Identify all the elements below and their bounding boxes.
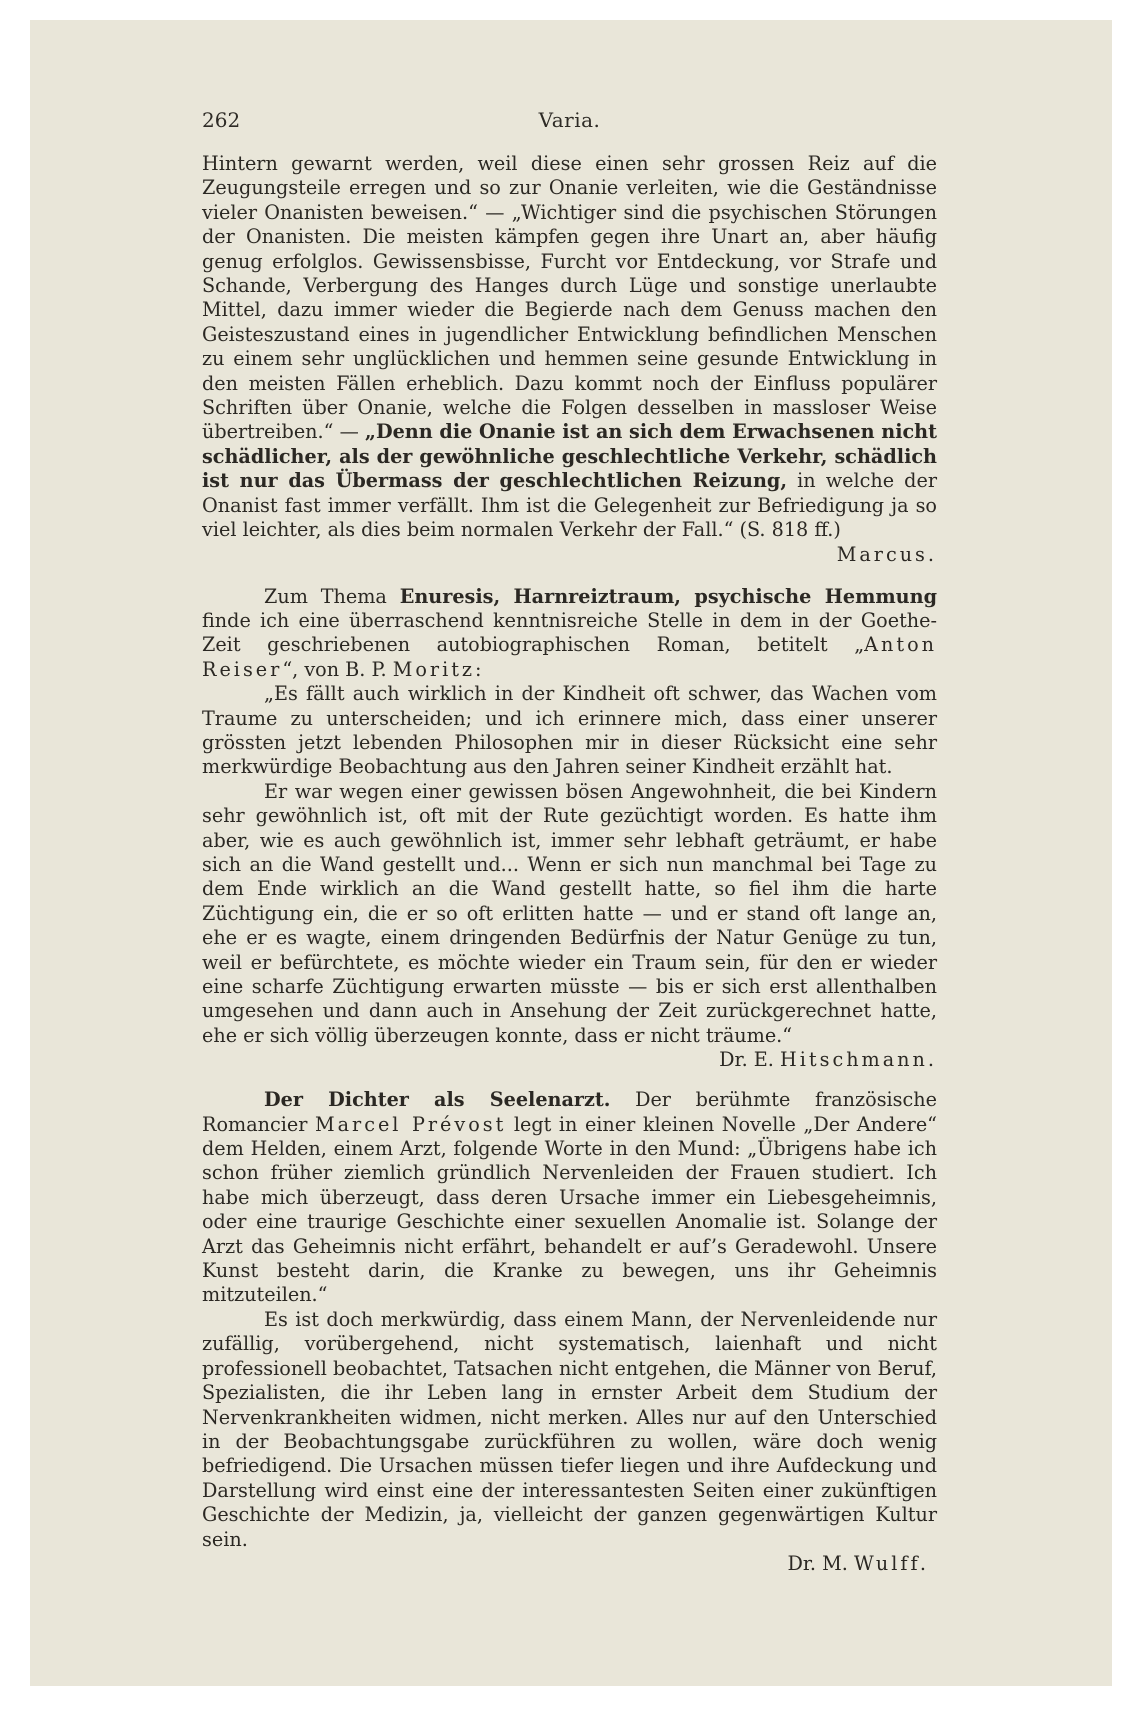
dichter-text-a: Der berühmte französische Romancier — [202, 1088, 937, 1136]
running-head: Varia. — [538, 108, 601, 132]
dichter-paragraph-2: Es ist doch merkwürdig, dass einem Mann, der Nervenleidende nur zufällig, vorübergehend, nicht systematisch, laienhaft und nicht professionell beobachtet, Tatsachen nicht entgehen, die Männer von Beruf, Spezialisten, die ihr Leben lang in ernster Arbeit dem Studium der Nervenkrankheiten widmen, nicht merken. Alles nur auf den Unterschied in der Beobachtungsgabe zurückführen zu wollen, wäre doch wenig befriedigend. Die Ursachen müssen tiefer liegen und ihre Aufdeckung und Darstellung wird einst eine der interessantesten Seiten einer zukünftigen Geschichte der Medizin, ja, vielleicht der ganzen gegenwärtigen Kultur sein. — [202, 1307, 937, 1551]
quote-paragraph-2-text: Er war wegen einer gewissen bösen Angewohnheit, die bei Kindern sehr gewöhnlich ist, oft mit der Rute gezüchtigt worden. Es hatte ihm aber, wie es auch gewöhnlich ist, immer sehr lebhaft geträumt, er habe sich an die Wand gestellt und... Wenn er sich nun manchmal bei Tage zu dem Ende wirklich an die Wand gestellt hatte, so fiel ihm die harte Züchtigung ein, die er so oft erlitten hatte — und er stand oft lange an, ehe er es wagte, einem dringenden Bedürfnis der Natur Genüge zu tun, weil er befürchtete, es möchte wieder ein Traum sein, für den er wieder eine scharfe Züchtigung erwarten müsste — bis er sich erst allenthalben umgesehen und dann auch in Ansehung der Zeit zurückgerechnet hatte, ehe er sich völlig überzeugen konnte, dass er nicht träume.“ — [202, 779, 937, 1047]
signature-wulff-name: Wulff. — [853, 1551, 929, 1575]
page-body — [202, 152, 937, 1576]
signature-wulff-prefix: Dr. M. — [787, 1551, 854, 1575]
signature-marcus: Marcus. — [836, 542, 937, 566]
page-scan — [30, 20, 1112, 1686]
dichter-text-b: legt in einer kleinen Novelle „Der Andere“ dem Helden, einem Arzt, folgende Worte in den Mund: „Übrigens habe ich schon früher ziemlich gründlich Nervenleiden der Frauen studiert. Ich habe mich überzeugt, dass deren Ursache immer ein Liebesgeheimnis, oder eine traurige Geschichte einer sexuellen Anomalie ist. Solange der Arzt das Geheimnis nicht erfährt, behandelt er auf’s Geradewohl. Unsere Kunst besteht darin, die Kranke zu bewegen, uns ihr Geheimnis mitzuteilen.“ — [202, 1112, 937, 1307]
enuresis-intro-paragraph — [202, 585, 937, 683]
signature-hitschmann — [657, 1048, 937, 1072]
onanie-text-end: in welche der Onanist fast immer verfällt. Ihm ist die Gelegenheit zur Befriedigung ja so viel leichter, als dies beim normalen Verkehr der Fall.“ (S. 818 ff.) — [202, 469, 937, 542]
onanie-bold-quote: „Denn die Onanie ist an sich dem Erwachsenen nicht schädlicher, als der gewöhnliche geschlechtliche Verkehr, schädlich ist nur das Übermass der geschlechtlichen Reizung, — [202, 420, 937, 493]
enuresis-topic-bold: Enuresis, Harnreiztraum, psychische Hemmung — [399, 584, 938, 608]
signature-hitschmann-prefix: Dr. E. — [719, 1048, 781, 1072]
enuresis-intro-c: “, von B. P. — [282, 657, 393, 681]
signature-hitschmann-name: Hitschmann. — [780, 1048, 937, 1072]
page-number: 262 — [202, 108, 241, 132]
dichter-paragraph — [202, 1088, 937, 1308]
onanie-text: Hintern gewarnt werden, weil diese einen sehr grossen Reiz auf die Zeugungsteile erregen und so zur Onanie verleiten, wie die Geständnisse vieler Onanisten beweisen.“ — „Wichtiger sind die psychischen Störungen der Onanisten. Die meisten kämpfen gegen ihre Unart an, aber häufig genug erfolglos. Gewissensbisse, Furcht vor Entdeckung, vor Strafe und Schande, Verbergung des Hanges durch Lüge und sonstige unerlaubte Mittel, dazu immer wieder die Begierde nach dem Genuss machen den Geisteszustand eines in jugendlicher Entwicklung befindlichen Menschen zu einem sehr unglücklichen und hemmen seine gesunde Entwicklung in den meisten Fällen erheblich. Dazu kommt noch der Einfluss populärer Schriften über Onanie, welche die Folgen desselben in massloser Weise übertreiben.“ — — [202, 152, 937, 444]
book-author: Moritz: — [392, 657, 485, 681]
quote-paragraph-1: „Es fällt auch wirklich in der Kindheit oft schwer, das Wachen vom Traume zu unterscheiden; und ich erinnere mich, dass einer unserer grössten jetzt lebenden Philosophen mir in dieser Rücksicht eine sehr merkwürdige Beobachtung aus den Jahren seiner Kindheit erzählt hat. — [202, 682, 937, 779]
enuresis-intro-b: finde ich eine überraschend kenntnisreiche Stelle in dem in der Goethe-Zeit geschriebenen autobiographischen Roman, betitelt „ — [202, 608, 937, 657]
author-prevost: Marcel Prévost — [314, 1112, 507, 1136]
onanie-paragraph — [202, 152, 937, 566]
enuresis-intro-a: Zum Thema — [264, 584, 400, 608]
dichter-title-bold: Der Dichter als Seelenarzt. — [264, 1088, 611, 1112]
quote-paragraph-2 — [202, 779, 937, 1072]
signature-wulff — [202, 1552, 937, 1576]
book-title: Anton Reiser — [202, 633, 937, 681]
